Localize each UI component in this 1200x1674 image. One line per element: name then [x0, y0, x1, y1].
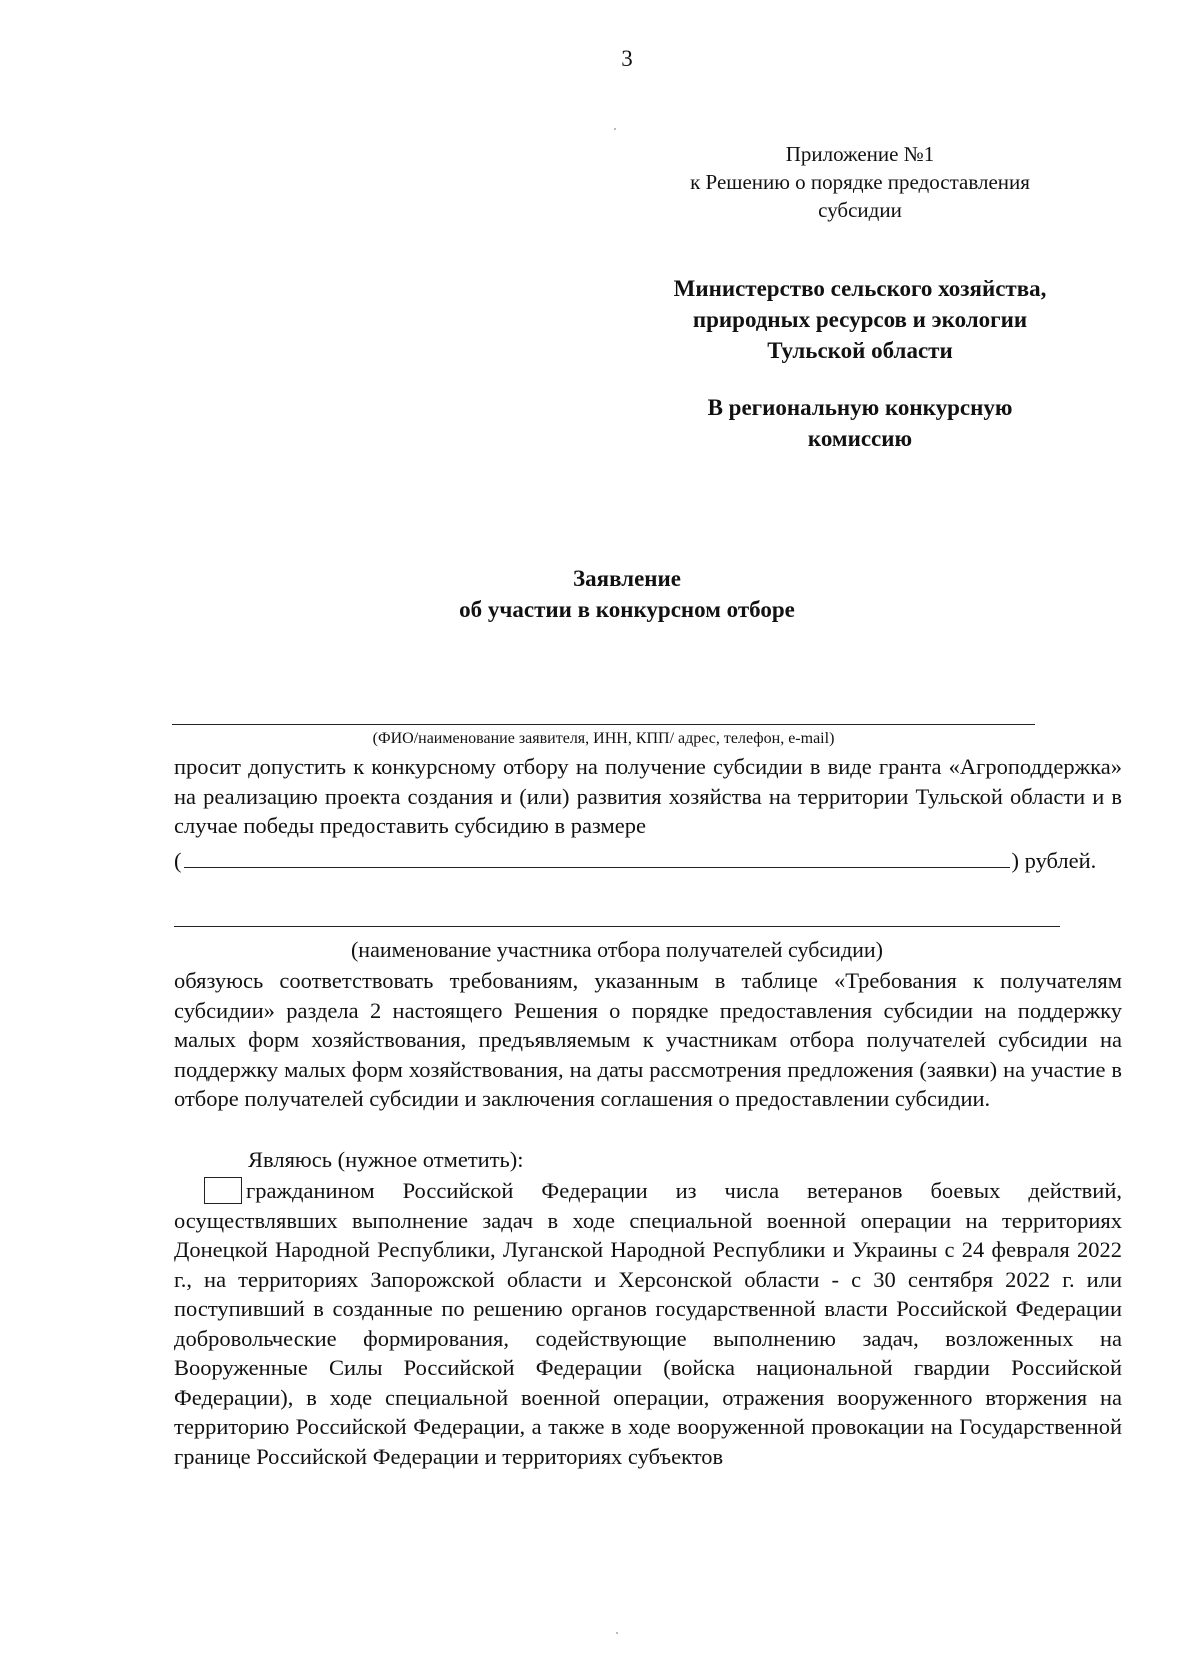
commission-line-2: комиссию	[807, 426, 913, 451]
status-intro: Являюсь (нужное отметить):	[248, 1147, 524, 1172]
commission-line-1: В региональную конкурсную	[707, 395, 1013, 420]
amount-currency-label: ) рублей.	[1011, 848, 1097, 873]
request-paragraph: просит допустить к конкурсному отбору на получение субсидии в виде гранта «Агроподдержка» на реализацию проекта создания и (или) развития хозяйства на территории Тульской области и в случае победы предоставить субсидию в размере	[174, 754, 1122, 838]
participant-caption: (наименование участника отбора получателей субсидии)	[350, 937, 884, 962]
ministry-line-1: Министерство сельского хозяйства,	[673, 276, 1047, 301]
scan-speck	[616, 1632, 618, 1634]
participant-blank-line[interactable]	[174, 926, 1060, 927]
applicant-caption: (ФИО/наименование заявителя, ИНН, КПП/ адрес, телефон, e-mail)	[372, 730, 835, 747]
amount-row	[174, 846, 1122, 876]
commission-addressee	[640, 392, 1080, 454]
status-option-1	[174, 1176, 1122, 1471]
obligation-paragraph: обязуюсь соответствовать требованиям, указанным в таблице «Требования к получателям субсидии» раздела 2 настоящего Решения о порядке предоставления субсидии на поддержку малых форм хозяйствования, предъявляемым к участникам отбора получателей субсидии на поддержку малых форм хозяйствования, на даты рассмотрения предложения (заявки) на участие в отборе получателей субсидии и заключения соглашения о предоставлении субсидии.	[174, 968, 1122, 1111]
appendix-heading	[640, 140, 1080, 224]
applicant-blank-line[interactable]	[172, 724, 1035, 725]
document-title	[0, 563, 1200, 625]
title-line-2: об участии в конкурсном отборе	[459, 597, 795, 622]
ministry-line-3: Тульской области	[767, 338, 953, 363]
option-1-checkbox[interactable]	[204, 1177, 242, 1204]
ministry-line-2: природных ресурсов и экологии	[692, 307, 1028, 332]
page-number: 3	[621, 46, 633, 71]
amount-open-paren: (	[174, 848, 182, 873]
ministry-addressee	[640, 273, 1080, 366]
amount-blank-line[interactable]	[184, 847, 1010, 868]
appendix-line-2: к Решению о порядке предоставления	[690, 170, 1030, 194]
title-line-1: Заявление	[572, 566, 682, 591]
scan-speck	[614, 128, 616, 130]
appendix-line-1: Приложение №1	[785, 142, 935, 166]
option-1-text: гражданином Российской Федерации из числа ветеранов боевых действий, осуществлявших выполнение задач в ходе специальной военной операции на территориях Донецкой Народной Республики, Луганской Народной Республики и Украины с 24 февраля 2022 г., на территориях Запорожской области и Херсонской области - с 30 сентября 2022 г. или поступивший в созданные по решению органов государственной власти Российской Федерации добровольческие формирования, содействующие выполнению задач, возложенных на Вооруженные Силы Российской Федерации (войска национальной гвардии Российской Федерации), в ходе специальной военной операции, отражения вооруженного вторжения на территорию Российской Федерации, а также в ходе вооруженной провокации на Государственной границе Российской Федерации и территориях субъектов	[174, 1178, 1122, 1469]
appendix-line-3: субсидии	[818, 198, 902, 222]
